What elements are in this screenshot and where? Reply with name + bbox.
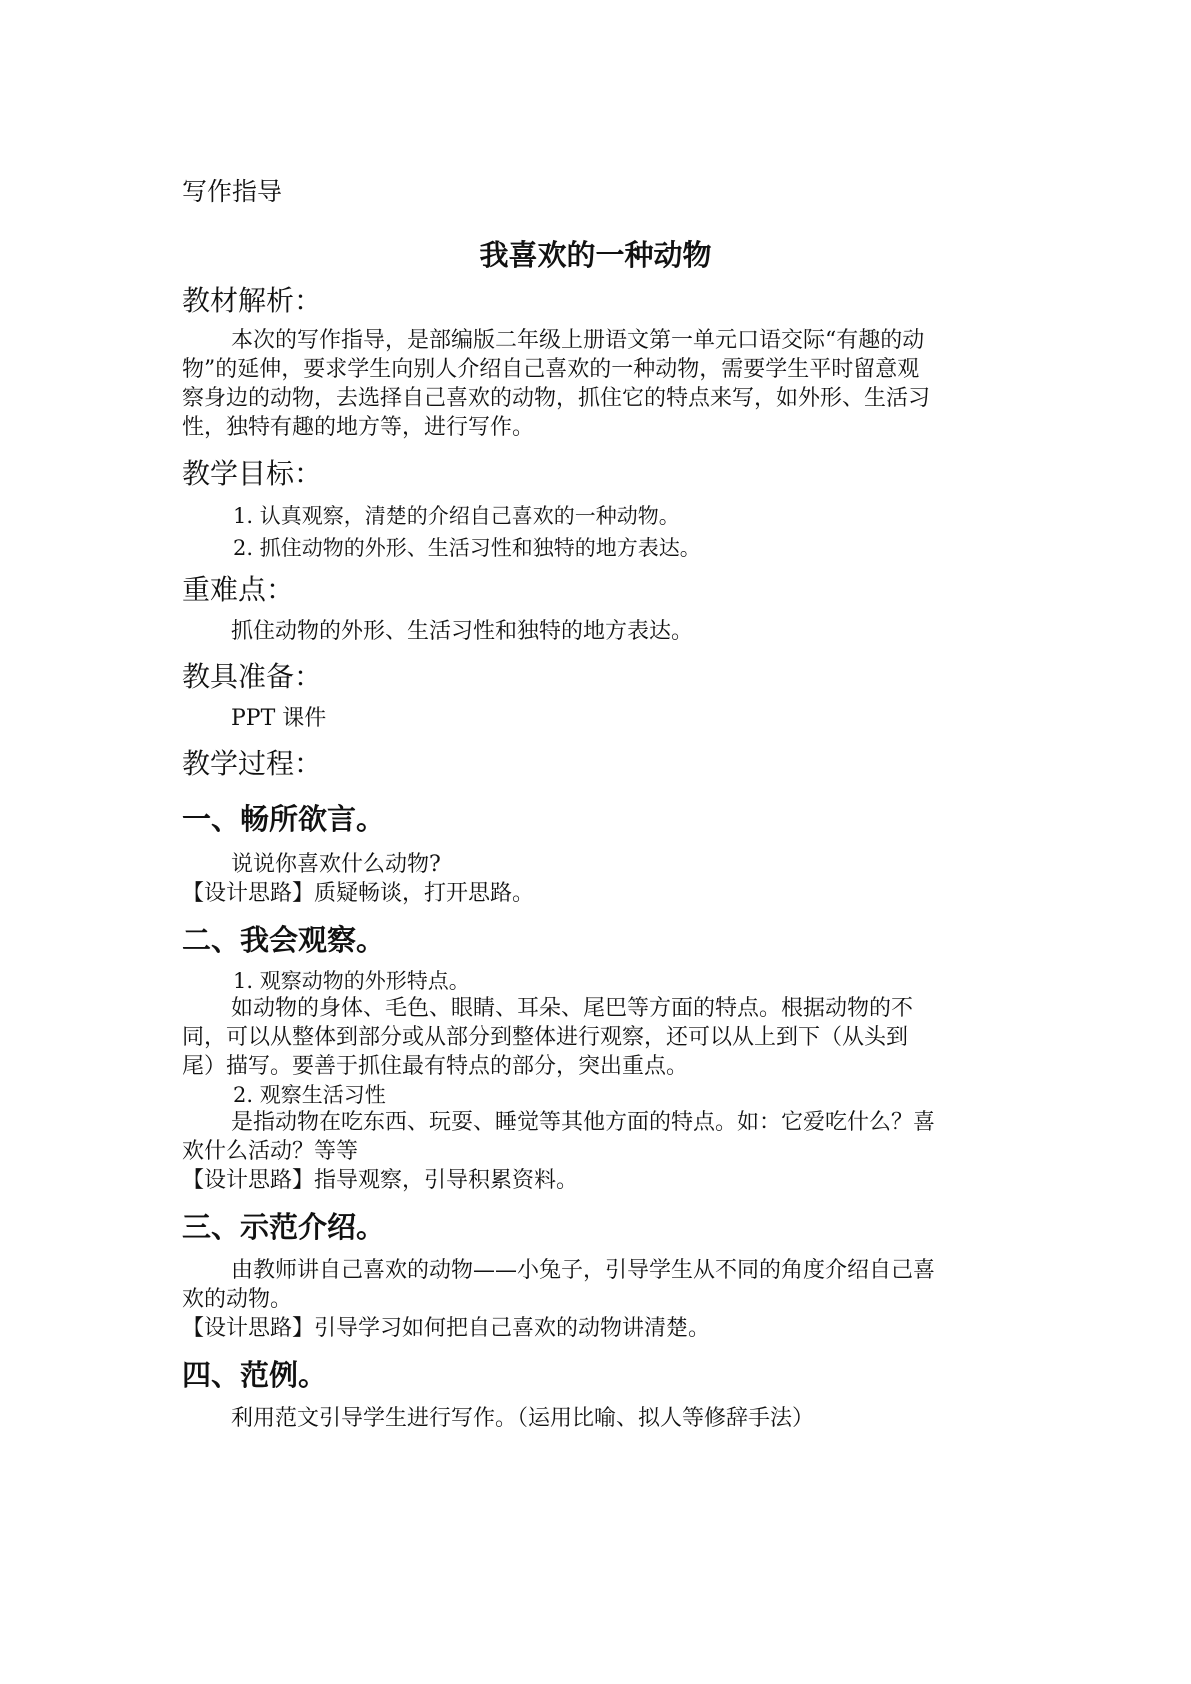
doc-label: 写作指导 — [182, 177, 283, 206]
section-heading-guocheng: 教学过程： — [182, 747, 323, 780]
list-item: 1. 认真观察，清楚的介绍自己喜欢的一种动物。 — [233, 504, 680, 528]
paragraph-line: 是指动物在吃东西、玩耍、睡觉等其他方面的特点。如：它爱吃什么？喜 — [231, 1110, 936, 1135]
paragraph-line: 由教师讲自己喜欢的动物——小兔子，引导学生从不同的角度介绍自己喜 — [231, 1258, 936, 1283]
paragraph-line: 物”的延伸，要求学生向别人介绍自己喜欢的一种动物，需要学生平时留意观 — [182, 357, 920, 382]
page-title: 我喜欢的一种动物 — [479, 238, 712, 272]
section-heading-jiaocai: 教材解析： — [182, 284, 323, 317]
paragraph-line: 抓住动物的外形、生活习性和独特的地方表达。 — [231, 619, 694, 644]
section-heading-jiaoju: 教具准备： — [182, 660, 323, 693]
paragraph-line: 同，可以从整体到部分或从部分到整体进行观察，还可以从上到下（从头到 — [182, 1025, 909, 1050]
list-item: 2. 观察生活习性 — [233, 1083, 386, 1107]
design-note: 【设计思路】质疑畅谈，打开思路。 — [182, 881, 535, 906]
design-note: 【设计思路】引导学习如何把自己喜欢的动物讲清楚。 — [182, 1316, 711, 1341]
step-heading-3: 三、示范介绍。 — [182, 1210, 386, 1244]
paragraph-line: 利用范文引导学生进行写作。（运用比喻、拟人等修辞手法） — [231, 1406, 815, 1431]
paragraph-line: 欢什么活动？等等 — [182, 1139, 359, 1164]
step-heading-1: 一、畅所欲言。 — [182, 802, 386, 836]
paragraph-line: PPT 课件 — [231, 706, 327, 731]
list-item: 1. 观察动物的外形特点。 — [233, 969, 470, 993]
design-note: 【设计思路】指导观察，引导积累资料。 — [182, 1168, 579, 1193]
paragraph-line: 本次的写作指导，是部编版二年级上册语文第一单元口语交际“有趣的动 — [231, 328, 925, 353]
paragraph-line: 欢的动物。 — [182, 1287, 293, 1312]
paragraph-line: 如动物的身体、毛色、眼睛、耳朵、尾巴等方面的特点。根据动物的不 — [231, 996, 914, 1021]
paragraph-line: 说说你喜欢什么动物? — [231, 852, 441, 877]
paragraph-line: 尾）描写。要善于抓住最有特点的部分，突出重点。 — [182, 1054, 689, 1079]
step-heading-2: 二、我会观察。 — [182, 923, 386, 957]
paragraph-line: 性，独特有趣的地方等，进行写作。 — [182, 415, 535, 440]
section-heading-mubiao: 教学目标： — [182, 457, 323, 490]
section-heading-zhongnan: 重难点： — [182, 573, 295, 606]
list-item: 2. 抓住动物的外形、生活习性和独特的地方表达。 — [233, 536, 701, 560]
paragraph-line: 察身边的动物，去选择自己喜欢的动物，抓住它的特点来写，如外形、生活习 — [182, 386, 931, 411]
step-heading-4: 四、范例。 — [182, 1358, 328, 1392]
